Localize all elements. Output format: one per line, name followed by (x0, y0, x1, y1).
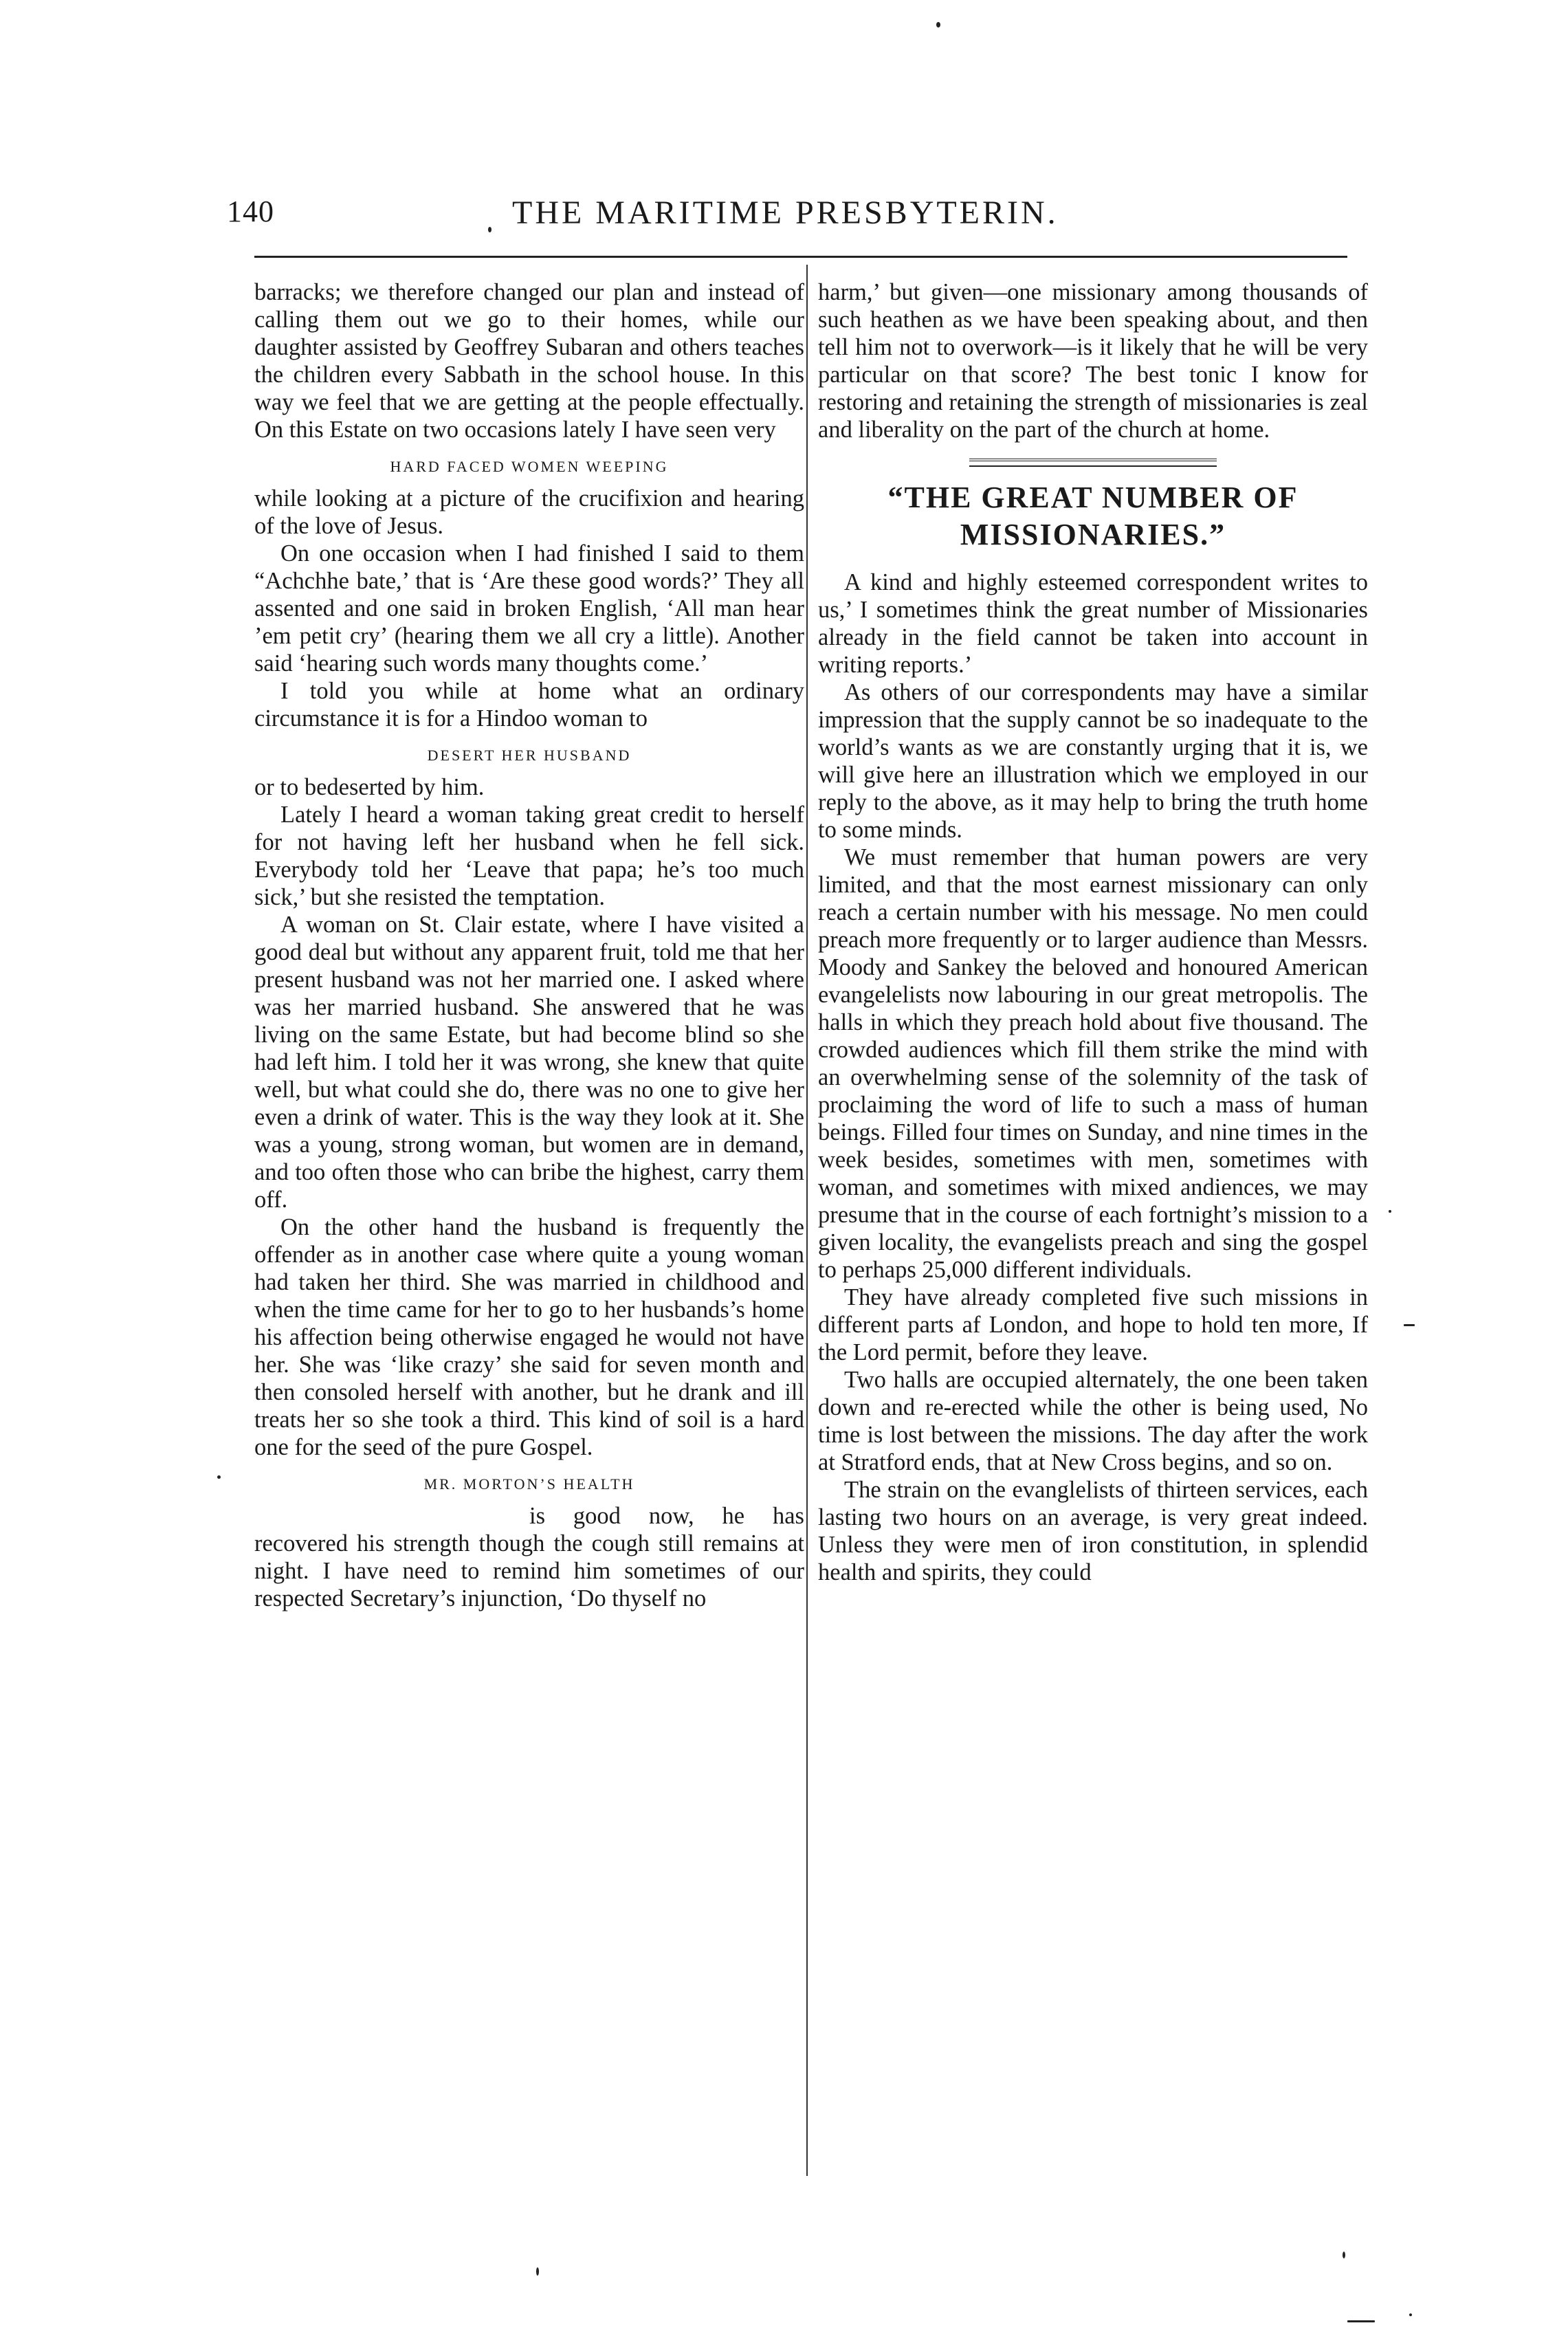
print-speck (936, 22, 940, 28)
paragraph: A kind and highly esteemed correspondent writes to us,’ I sometimes think the great number of Missionaries already in the field cannot be taken into account in writing reports.’ (818, 569, 1368, 678)
section-subheading: MR. MORTON’S HEALTH (423, 1475, 635, 1493)
paragraph: while looking at a picture of the crucifixion and hearing of the love of Jesus. (254, 485, 804, 539)
left-column (254, 278, 804, 1612)
print-speck (1347, 2320, 1375, 2322)
right-column (818, 278, 1368, 1586)
print-speck (1409, 2313, 1412, 2316)
paragraph: barracks; we therefore changed our plan and instead of calling them out we go to their homes, while our daughter assisted by Geoffrey Subaran and others teaches the children every Sabbath in the school house. In this way we feel that we are getting at the people effectually. On this Estate on two occasions lately I have seen very (254, 279, 804, 443)
paragraph: I told you while at home what an ordinary circumstance it is for a Hindoo woman to (254, 678, 804, 732)
paragraph: A woman on St. Clair estate, where I have visited a good deal but without any apparent fruit, told me that her present husband was not her married one. I asked where was her married husband. She answered that he was living on the same Estate, but had become blind so she had left him. I told her it was wrong, she knew that quite well, but what could she do, there was no one to give her even a drink of water. This is the way they look at it. She was a young, strong woman, but women are in demand, and too often those who can bribe the highest, carry them off. (254, 912, 804, 1213)
paragraph: They have already completed five such missions in different parts af London, and hope to hold ten more, If the Lord permit, before they leave. (818, 1284, 1368, 1365)
article-title: “THE GREAT NUMBER OF MISSIONARIES.” (887, 481, 1299, 551)
paragraph: Lately I heard a woman taking great credit to herself for not having left her husband when he fell sick. Everybody told her ‘Leave that papa; he’s too much sick,’ but she resisted the temptation. (254, 802, 804, 910)
paragraph: We must remember that human powers are very limited, and that the most earnest missionary can only reach a certain number with his message. No men could preach more frequently or to larger audience than Messrs. Moody and Sankey the beloved and honoured American evangelelists now labouring in our great metropolis. The halls in which they preach hold about five thousand. The crowded audiences which fill them strike the mind with an overwhelming sense of the solemnity of the task of proclaiming the word of life to such a mass of human beings. Filled four times on Sunday, and nine times in the week besides, sometimes with men, sometimes with woman, and sometimes with mixed andiences, we may presume that in the course of each fortnight’s mission to a given locality, the evangelists preach and sing the gospel to perhaps 25,000 different individuals. (818, 844, 1368, 1283)
paragraph: As others of our correspondents may have a similar impression that the supply cannot be so inadequate to the world’s wants as we are constantly urging that it is, we will give here an illustration which we employed in our reply to the above, as it may help to bring the truth home to some minds. (818, 679, 1368, 843)
paragraph: or to bedeserted by him. (254, 774, 485, 800)
section-subheading: HARD FACED WOMEN WEEPING (390, 458, 669, 475)
paragraph: The strain on the evanglelists of thirteen services, each lasting two hours on an average, is very great indeed. Unless they were men of iron constitution, in splendid health and spirits, they could (818, 1477, 1368, 1585)
page-number: 140 (227, 195, 274, 228)
paragraph: is good now, he has recovered his strength though the cough still remains at night. I have need to remind him sometimes of our respected Secretary’s injunction, ‘Do thyself no (254, 1503, 804, 1612)
page-header (227, 194, 1354, 242)
paragraph: harm,’ but given—one missionary among thousands of such heathen as we have been speaking about, and then tell him not to overwork—is it likely that he will be very particular on that score? The best tonic I know for restoring and retaining the strength of missionaries is zeal and liberality on the part of the church at home. (818, 279, 1368, 443)
print-speck (1404, 1324, 1415, 1326)
paragraph: On one occasion when I had finished I said to them “Achchhe bate,’ that is ‘Are these good words?’ They all assented and one said in broken English, ‘All man hear ’em petit cry’ (hearing them we all cry a little). Another said ‘hearing such words many thoughts come.’ (254, 540, 804, 676)
print-speck (1343, 2252, 1345, 2258)
print-speck (536, 2267, 539, 2276)
article-separator (969, 459, 1217, 467)
paragraph: On the other hand the husband is frequently the offender as in another case where quite a young woman had taken her third. She was married in childhood and when the time came for her to go to her husbands’s home his affection being otherwise engaged he would not have her. She was ‘like crazy’ she said for seven month and then consoled herself with another, but he drank and ill treats her so she took a third. This kind of soil is a hard one for the seed of the pure Gospel. (254, 1214, 804, 1460)
running-title: THE MARITIME PRESBYTERIN. (512, 195, 1059, 231)
header-rule (254, 256, 1347, 258)
column-divider (806, 265, 808, 2176)
print-speck (1389, 1210, 1391, 1213)
section-subheading: DESERT HER HUSBAND (427, 747, 632, 764)
paragraph: Two halls are occupied alternately, the one been taken down and re-erected while the other is being used, No time is lost between the missions. The day after the work at Stratford ends, that at New Cross begins, and so on. (818, 1367, 1368, 1475)
print-speck (217, 1475, 221, 1479)
